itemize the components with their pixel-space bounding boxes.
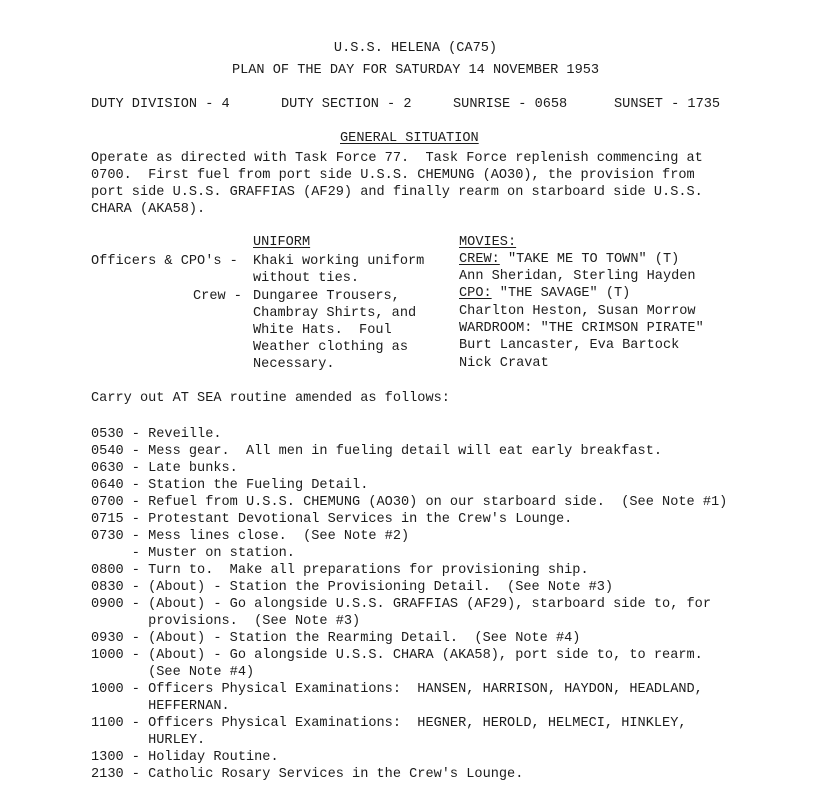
- schedule-line: 0730 - Mess lines close. (See Note #2): [91, 529, 410, 544]
- movie-cpo-title: "THE SAVAGE" (T): [491, 286, 631, 301]
- schedule-line: - Muster on station.: [91, 546, 295, 561]
- duty-section: DUTY SECTION - 2: [281, 97, 412, 112]
- schedule-line: 0540 - Mess gear. All men in fueling detail will eat early breakfast.: [91, 444, 663, 459]
- schedule-line: 0715 - Protestant Devotional Services in the Crew's Lounge.: [91, 512, 573, 527]
- sunset: SUNSET - 1735: [614, 97, 721, 112]
- schedule-line: 1000 - Officers Physical Examinations: HANSEN, HARRISON, HAYDON, HEADLAND,: [91, 682, 703, 697]
- schedule-line: 0630 - Late bunks.: [91, 461, 238, 476]
- general-situation-line: Operate as directed with Task Force 77. Task Force replenish commencing at: [91, 151, 703, 166]
- movie-cpo-line: [459, 285, 630, 302]
- plan-title: PLAN OF THE DAY FOR SATURDAY 14 NOVEMBER 1953: [231, 63, 600, 78]
- schedule-line: 2130 - Catholic Rosary Services in the Crew's Lounge.: [91, 767, 524, 782]
- schedule-line: 0830 - (About) - Station the Provisioning Detail. (See Note #3): [91, 580, 614, 595]
- movie-crew-line: [459, 251, 679, 268]
- uniform-officers-text: without ties.: [253, 271, 360, 286]
- general-situation-heading: GENERAL SITUATION: [340, 131, 479, 146]
- schedule-line: 0800 - Turn to. Make all preparations for provisioning ship.: [91, 563, 589, 578]
- schedule-line: 1300 - Holiday Routine.: [91, 750, 279, 765]
- schedule-line: 1000 - (About) - Go alongside U.S.S. CHARA (AKA58), port side to, to rearm.: [91, 648, 703, 663]
- schedule-line: provisions. (See Note #3): [91, 614, 361, 629]
- ship-title: U.S.S. HELENA (CA75): [333, 41, 498, 56]
- uniform-crew-label: Crew -: [193, 289, 242, 304]
- movie-wardroom-cast: Nick Cravat: [459, 356, 549, 371]
- schedule-line: 0530 - Reveille.: [91, 427, 222, 442]
- uniform-heading: UNIFORM: [253, 235, 311, 250]
- schedule-line: (See Note #4): [91, 665, 255, 680]
- uniform-officers-label: Officers & CPO's -: [91, 254, 238, 269]
- schedule-line: 1100 - Officers Physical Examinations: HEGNER, HEROLD, HELMECI, HINKLEY,: [91, 716, 687, 731]
- general-situation-line: port side U.S.S. GRAFFIAS (AF29) and finally rearm on starboard side U.S.S.: [91, 185, 703, 200]
- movie-wardroom-cast: Burt Lancaster, Eva Bartock: [459, 338, 680, 353]
- movie-crew-cast: Ann Sheridan, Sterling Hayden: [459, 269, 696, 284]
- movies-heading: MOVIES:: [459, 235, 517, 250]
- movie-wardroom: WARDROOM: "THE CRIMSON PIRATE": [459, 321, 704, 336]
- movie-crew-label: CREW:: [459, 252, 500, 267]
- uniform-crew-text: Dungaree Trousers,: [253, 289, 400, 304]
- schedule-line: 0900 - (About) - Go alongside U.S.S. GRAFFIAS (AF29), starboard side to, for: [91, 597, 711, 612]
- movie-cpo-cast: Charlton Heston, Susan Morrow: [459, 304, 696, 319]
- schedule-line: 0700 - Refuel from U.S.S. CHEMUNG (AO30) on our starboard side. (See Note #1): [91, 495, 728, 510]
- uniform-officers-text: Khaki working uniform: [253, 254, 425, 269]
- movie-cpo-label: CPO:: [459, 286, 492, 301]
- uniform-crew-text: White Hats. Foul: [253, 323, 392, 338]
- schedule-line: HEFFERNAN.: [91, 699, 230, 714]
- schedule-line: HURLEY.: [91, 733, 206, 748]
- uniform-crew-text: Chambray Shirts, and: [253, 306, 417, 321]
- routine-intro: Carry out AT SEA routine amended as follows:: [91, 391, 450, 406]
- uniform-crew-text: Necessary.: [253, 357, 335, 372]
- general-situation-line: 0700. First fuel from port side U.S.S. CHEMUNG (AO30), the provision from: [91, 168, 695, 183]
- general-situation-line: CHARA (AKA58).: [91, 202, 206, 217]
- duty-division: DUTY DIVISION - 4: [91, 97, 230, 112]
- movie-crew-title: "TAKE ME TO TOWN" (T): [499, 252, 680, 267]
- schedule-line: 0640 - Station the Fueling Detail.: [91, 478, 369, 493]
- sunrise: SUNRISE - 0658: [453, 97, 568, 112]
- schedule-line: 0930 - (About) - Station the Rearming Detail. (See Note #4): [91, 631, 581, 646]
- uniform-crew-text: Weather clothing as: [253, 340, 408, 355]
